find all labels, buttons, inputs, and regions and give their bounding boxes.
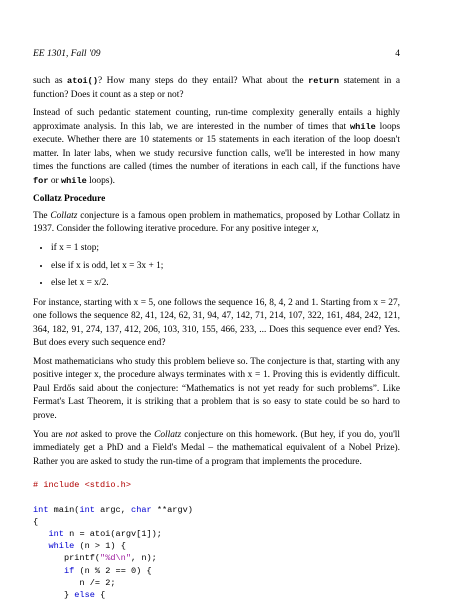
text: such as <box>33 76 68 86</box>
text: loops execute. Whether there are 10 statements or 15 statements in each iteration of the loop doesn't matter. In later labs, when we study recursive function calls, we'll be interested in how many times the functions are called (times the number of iterations in each call, if the functions have <box>33 121 400 173</box>
page-number: 4 <box>395 49 400 59</box>
text: , <box>316 224 319 235</box>
code-line <box>33 528 400 540</box>
inline-code: while <box>60 175 87 186</box>
code-text <box>33 529 48 539</box>
text: loops). <box>86 175 115 186</box>
code-line <box>33 540 400 552</box>
page-header <box>33 49 400 59</box>
inline-code: for <box>33 175 49 186</box>
document-body <box>33 75 400 601</box>
code-text: argc, <box>94 504 132 515</box>
emphasis: not <box>65 429 78 440</box>
paragraph-5: Most mathematicians who study this problem believe so. The conjecture is that, starting with any positive integer x, the procedure always terminates with x = 1. Proving this is evidently difficult. Paul Erdős said about the conjecture: “Mathematics is not yet ready for such problems”. Like Fermat's Last Theorem, it is striking that a problem that is so easy to state could be so hard to prove. <box>33 356 400 422</box>
code-line <box>33 589 400 601</box>
text: conjecture is a famous open problem in mathematics, proposed by Lothar Collatz in 1937. Consider the following iterative procedure. For any positive integer <box>33 210 400 235</box>
emphasis: Collatz <box>154 429 182 440</box>
paragraph-6 <box>33 429 400 470</box>
keyword: int <box>48 528 64 539</box>
code-text: **argv) <box>151 504 193 515</box>
list-item: • else if x is odd, let x = 3x + 1; <box>51 260 400 274</box>
code-line <box>33 491 400 503</box>
text: conjecture on this homework. (But hey, if you do, you'll immediately get a PhD and a Field's Medal – the mathematical equivalent of a Nobel Prize). Rather you are asked to study the run-time of a program that implements the procedure. <box>33 429 401 467</box>
keyword: if <box>63 565 75 576</box>
text: asked to prove the <box>77 429 155 440</box>
code-text: printf( <box>33 553 101 564</box>
paragraph-4: For instance, starting with x = 5, one follows the sequence 16, 8, 4, 2 and 1. Starting from x = 27, one follows the sequence 82, 41, 124, 62, 31, 94, 47, 142, 71, 214, 107, 322, 161, 484, 242, 121, 364, 182, 91, 274, 137, 412, 206, 103, 310, 155, 466, 233, ... Does this sequence ever end? Yes. But does every such sequence end? <box>33 297 400 349</box>
string-literal: "%d\n" <box>100 553 131 564</box>
code-text: , n); <box>131 553 157 564</box>
code-text: n = atoi(argv[1]); <box>63 528 162 539</box>
code-line: { <box>33 516 39 527</box>
section-title: Collatz Procedure <box>33 194 106 205</box>
text: Instead of such pedantic statement counting, run-time complexity generally entails a highly approximate analysis. In this lab, we are interested in the number of times that <box>33 108 400 132</box>
paragraph-2 <box>33 107 400 188</box>
code-line-main <box>33 504 400 516</box>
code-line-include: # include <stdio.h> <box>33 480 131 491</box>
emphasis: Collatz <box>50 210 78 221</box>
course-title: EE 1301, Fall '09 <box>33 49 101 59</box>
text: statement in a function? Does it count as a step or not? <box>33 76 400 100</box>
text: or <box>48 175 61 186</box>
list-item: • else let x = x/2. <box>51 277 400 291</box>
paragraph-1 <box>33 75 400 102</box>
text: ? How many steps do they entail? What about the <box>98 76 309 86</box>
text: The <box>33 210 51 221</box>
keyword: char <box>131 504 152 515</box>
keyword: while <box>48 541 75 552</box>
code-text: } <box>33 589 75 600</box>
code-listing <box>33 479 400 601</box>
keyword: int <box>33 504 49 515</box>
text: You are <box>33 429 66 440</box>
code-text: (n % 2 == 0) { <box>74 565 152 576</box>
inline-code: while <box>350 121 376 132</box>
code-text <box>33 541 48 551</box>
code-text: main( <box>48 504 80 515</box>
code-text: { <box>94 589 106 600</box>
code-line <box>33 552 400 564</box>
code-text: (n > 1) { <box>74 541 126 552</box>
code-line: n /= 2; <box>33 577 116 588</box>
inline-code: return <box>308 76 340 86</box>
code-text <box>33 566 64 576</box>
keyword: else <box>74 589 95 600</box>
inline-code: atoi() <box>67 76 98 86</box>
keyword: int <box>79 504 95 515</box>
procedure-list <box>33 242 400 291</box>
code-line <box>33 565 400 577</box>
paragraph-3 <box>33 210 400 237</box>
math-var: x <box>312 224 317 235</box>
list-item: • if x = 1 stop; <box>51 242 400 256</box>
